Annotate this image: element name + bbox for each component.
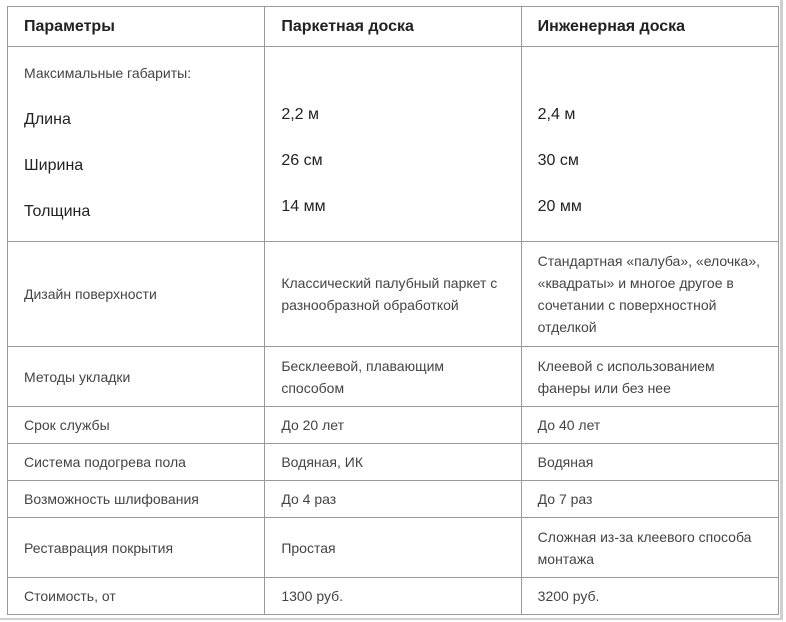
thickness-label: Толщина — [24, 202, 91, 220]
width-parquet: 26 см — [281, 151, 323, 169]
engineered-value: 3200 руб. — [521, 578, 778, 615]
table-row — [8, 578, 779, 615]
parquet-value: Простая — [265, 518, 521, 578]
table-row — [8, 518, 779, 578]
dimensions-row — [8, 47, 779, 242]
row-label: Возможность шлифования — [8, 481, 265, 518]
row-label: Реставрация покрытия — [8, 518, 265, 578]
engineered-value: Сложная из-за клеевого способа монтажа — [521, 518, 778, 578]
comparison-table — [7, 6, 779, 615]
parquet-value: Водяная, ИК — [265, 444, 521, 481]
parquet-value: 1300 руб. — [265, 578, 521, 615]
header-row — [8, 7, 779, 47]
table-row — [8, 242, 779, 347]
dimensions-parquet-cell — [265, 47, 521, 242]
header-engineered-board: Инженерная доска — [521, 7, 778, 47]
header-parameters: Параметры — [8, 7, 265, 47]
length-label: Длина — [24, 110, 71, 128]
table-row — [8, 481, 779, 518]
row-label: Стоимость, от — [8, 578, 265, 615]
parquet-value: До 20 лет — [265, 407, 521, 444]
dimensions-labels-cell — [8, 47, 265, 242]
row-label: Дизайн поверхности — [8, 242, 265, 347]
table-row — [8, 347, 779, 407]
engineered-value: Стандартная «палуба», «елочка», «квадраты» и многое другое в сочетании с поверхностной отделкой — [521, 242, 778, 347]
width-label: Ширина — [24, 156, 84, 174]
dimensions-caption: Максимальные габариты: — [24, 64, 192, 81]
dimensions-engineered-cell — [521, 47, 778, 242]
engineered-value: Клеевой с использованием фанеры или без нее — [521, 347, 778, 407]
parquet-value: Классический палубный паркет с разнообразной обработкой — [265, 242, 521, 347]
length-engineered: 2,4 м — [537, 105, 576, 123]
row-label: Срок службы — [8, 407, 265, 444]
length-parquet: 2,2 м — [281, 105, 320, 123]
table-row — [8, 407, 779, 444]
thickness-engineered: 20 мм — [537, 197, 582, 215]
width-engineered: 30 см — [537, 151, 579, 169]
header-parquet-board: Паркетная доска — [265, 7, 521, 47]
table-row — [8, 444, 779, 481]
engineered-value: Водяная — [521, 444, 778, 481]
engineered-value: До 7 раз — [521, 481, 778, 518]
parquet-value: Бесклеевой, плавающим способом — [265, 347, 521, 407]
parquet-value: До 4 раз — [265, 481, 521, 518]
engineered-value: До 40 лет — [521, 407, 778, 444]
thickness-parquet: 14 мм — [281, 197, 326, 215]
row-label: Методы укладки — [8, 347, 265, 407]
row-label: Система подогрева пола — [8, 444, 265, 481]
